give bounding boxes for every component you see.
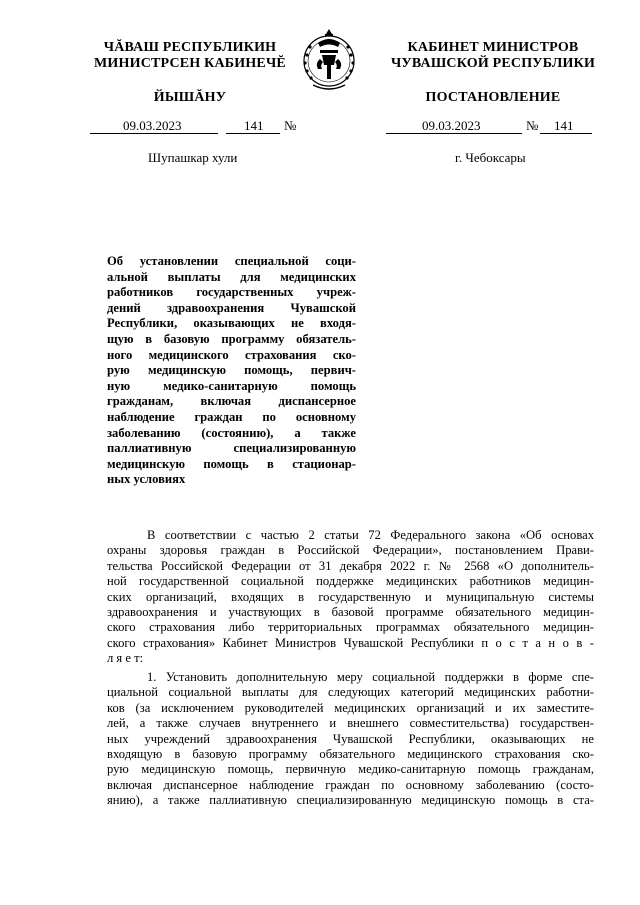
coat-of-arms-emblem bbox=[298, 25, 360, 93]
body-line: рую медицинскую помощь, первичную медико-санитарную помощь гражданам, bbox=[107, 762, 594, 777]
left-city: Шупашкар хули bbox=[148, 150, 238, 165]
body-line: В соответствии с частью 2 статьи 72 Федерального закона «Об основах bbox=[147, 528, 594, 542]
body-line: входящую в базовую программу обязательного медицинского страхования ско- bbox=[107, 747, 594, 762]
title-line: медицинскую помощь в стационар- bbox=[107, 456, 356, 471]
title-line: Об установлении специальной соци- bbox=[107, 254, 356, 268]
left-date-field bbox=[90, 118, 220, 134]
left-date: 09.03.2023 bbox=[123, 118, 182, 133]
body-line: ных учреждений здравоохранения Чувашской Республики, оказывающих не bbox=[107, 731, 594, 746]
body-line: циальной социальной выплаты для следующих категорий медицинских работни- bbox=[107, 685, 594, 700]
header-left-doc-type: ЙЫШĂНУ bbox=[153, 90, 227, 105]
body-line: янию), а также паллиативную специализированную медицинскую помощь в ста- bbox=[107, 793, 594, 808]
title-line: ного медицинского страхования ско- bbox=[107, 347, 356, 362]
body-line: ной государственной социальной поддержке медицинских работников медицин- bbox=[107, 574, 594, 589]
body-line: ских организаций, входящих в государственную и муниципальную системы bbox=[107, 589, 594, 604]
right-date: 09.03.2023 bbox=[422, 118, 481, 133]
right-city: г. Чебоксары bbox=[455, 150, 526, 165]
title-line: щую в базовую программу обязатель- bbox=[107, 331, 356, 346]
document-title bbox=[107, 254, 356, 488]
title-line: ную медико-санитарную помощь bbox=[107, 378, 356, 393]
header-right-line-1: КАБИНЕТ МИНИСТРОВ bbox=[407, 40, 579, 55]
title-line: альной выплаты для медицинских bbox=[107, 269, 356, 284]
header-right-doc-type: ПОСТАНОВЛЕНИЕ bbox=[425, 90, 561, 105]
title-line: паллиативную специализированную bbox=[107, 441, 356, 456]
right-date-field bbox=[386, 118, 524, 134]
left-number: 141 bbox=[244, 118, 264, 133]
title-line: Республики, оказывающих не входя- bbox=[107, 316, 356, 331]
title-line: гражданам, включая диспансерное bbox=[107, 394, 356, 409]
right-number-field bbox=[524, 118, 594, 134]
right-number-sign: № bbox=[526, 118, 539, 133]
body-line: охраны здоровья граждан в Российской Федерации», постановлением Прави- bbox=[107, 543, 594, 558]
header-left-line-1: ЧĂВАШ РЕСПУБЛИКИН bbox=[103, 40, 277, 55]
title-line: наблюдение граждан по основному bbox=[107, 409, 356, 424]
header-right bbox=[368, 40, 618, 106]
title-line: рую медицинскую помощь, первич- bbox=[107, 363, 356, 378]
body-line: здравоохранения и участвующих в базовой программе обязательного медицин- bbox=[107, 605, 594, 620]
body-line: включая диспансерное наблюдение граждан по основному заболеванию (состо- bbox=[107, 777, 594, 792]
paragraph-item-1 bbox=[107, 670, 594, 809]
body-line: ского страхования» Кабинет Министров Чувашской Республики п о с т а н о в - bbox=[107, 635, 594, 650]
right-number: 141 bbox=[554, 118, 574, 133]
body-line: ков (за исключением руководителей медицинских организаций и их заместите- bbox=[107, 700, 594, 715]
title-line: дений здравоохранения Чувашской bbox=[107, 300, 356, 315]
title-line: работников государственных учреж- bbox=[107, 285, 356, 300]
title-line: заболеванию (состоянию), а также bbox=[107, 425, 356, 440]
body-line: ского страхования либо территориальных программах обязательного медицин- bbox=[107, 620, 594, 635]
body-line: 1. Установить дополнительную меру социальной поддержки в форме спе- bbox=[147, 670, 594, 684]
left-number-sign: № bbox=[284, 118, 297, 133]
body-line: тельства Российской Федерации от 31 декабря 2022 г. № 2568 «О дополнитель- bbox=[107, 558, 594, 573]
header-right-line-2: ЧУВАШСКОЙ РЕСПУБЛИКИ bbox=[390, 56, 596, 71]
title-line: ных условиях bbox=[107, 472, 186, 487]
header-left bbox=[70, 40, 310, 106]
body-line: л я е т: bbox=[107, 651, 144, 666]
body-line: лей, а также случаев внутреннего и внешнего совместительства) государствен- bbox=[107, 716, 594, 731]
paragraph-preamble bbox=[107, 528, 594, 667]
header-left-line-2: МИНИСТРСЕН КАБИНЕЧĔ bbox=[94, 56, 286, 71]
left-number-field bbox=[226, 118, 306, 134]
